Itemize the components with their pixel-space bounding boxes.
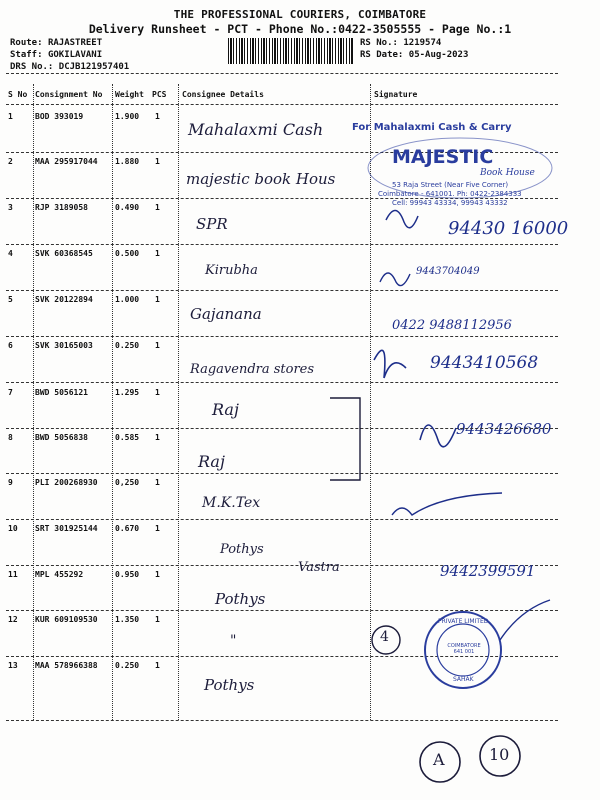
row-consignment-no: MPL 455292 [35, 570, 84, 579]
majestic-stamp-cell: Cell: 99943 43334, 99943 43332 [392, 199, 508, 207]
row-pcs: 1 [155, 570, 160, 579]
circle-10-text: 10 [489, 745, 510, 764]
majestic-stamp-title: MAJESTIC [392, 146, 494, 168]
signature-scribble-3 [386, 210, 418, 227]
signature-scribble-7 [420, 425, 456, 447]
row-consignment-no: BWD 5056838 [35, 433, 88, 442]
col-header-weight: Weight [115, 90, 144, 99]
row-sno: 6 [8, 341, 13, 350]
signature-scribble-4 [380, 273, 410, 286]
row-consignment-no: SVK 20122894 [35, 295, 93, 304]
row-pcs: 1 [155, 203, 160, 212]
col-header-sno: S No [8, 90, 28, 99]
route-value: RAJASTREET [47, 38, 103, 48]
row-pcs: 1 [155, 433, 160, 442]
row-consignment-no: SRT 301925144 [35, 524, 98, 533]
row-signature: 9443704049 [416, 266, 480, 277]
row-pcs: 1 [155, 112, 160, 121]
rs-no-value: 1219574 [403, 38, 442, 48]
row-consignee: " [230, 633, 237, 649]
row-consignee: M.K.Tex [202, 495, 261, 511]
row-sno: 1 [8, 112, 13, 121]
row-weight: 0.250 [115, 341, 140, 350]
col-header-pcs: PCS [152, 90, 167, 99]
drs-label: DRS No.: [10, 62, 54, 72]
row-consignee: Mahalaxmi Cash [188, 120, 324, 139]
row-consignment-no: SVK 60368545 [35, 249, 93, 258]
majestic-stamp-city: Coimbatore - 641001. Ph: 0422-2384333 [378, 190, 522, 198]
majestic-stamp-address: 53 Raja Street (Near Five Corner) [392, 181, 509, 189]
runsheet-title: Delivery Runsheet - PCT - Phone No.:0422-3505555 - Page No.:1 [88, 22, 512, 36]
row-weight: 1.000 [115, 295, 140, 304]
row-consignee: majestic book Hous [186, 170, 336, 188]
row-weight: 0.490 [115, 203, 140, 212]
row-weight: 0.950 [115, 570, 140, 579]
route-label: Route: [10, 38, 43, 48]
signature-scribble-9 [392, 493, 502, 515]
row-consignment-no: KUR 609109530 [35, 615, 98, 624]
row-consignee: Pothys [204, 676, 255, 694]
post-stamp-mid: COIMBATORE 641 001 [447, 643, 481, 655]
col-header-signature: Signature [374, 90, 418, 99]
row-consignment-no: MAA 578966388 [35, 661, 98, 670]
row-weight: 1.350 [115, 615, 140, 624]
row-signature: 9442399591 [440, 562, 536, 580]
row-weight: 1.880 [115, 157, 140, 166]
bracket-rows-7-8 [330, 398, 360, 480]
rs-no-label: RS No.: [360, 38, 398, 48]
row-sno: 11 [8, 570, 18, 579]
row-pcs: 1 [155, 341, 160, 350]
row-weight: 0,250 [115, 478, 140, 487]
col-header-consignee: Consignee Details [182, 90, 264, 99]
row-sno: 10 [8, 524, 18, 533]
signature-scribble-6 [374, 350, 406, 378]
majestic-stamp-sub: Book House [480, 168, 535, 178]
row-signature: 9443426680 [456, 420, 552, 438]
row-consignee: Gajanana [190, 305, 262, 323]
rs-date-label: RS Date: [360, 50, 404, 60]
row-consignment-no: RJP 3189058 [35, 203, 88, 212]
row-signature: 94430 16000 [448, 218, 569, 239]
row-consignee: Raj [212, 400, 239, 419]
row-pcs: 1 [155, 388, 160, 397]
row-consignment-no: SVK 30165003 [35, 341, 93, 350]
row-consignee: Ragavendra stores [190, 362, 315, 377]
circle-a-text: A [433, 750, 445, 769]
signature-scribble-12 [500, 600, 550, 640]
row-consignee: Pothys [215, 590, 266, 608]
company-title: THE PROFESSIONAL COURIERS, COIMBATORE [173, 8, 427, 21]
staff-label: Staff: [10, 50, 43, 60]
post-stamp-top: PRIVATE LIMITED [438, 618, 489, 625]
col-header-consignment: Consignment No [35, 90, 103, 99]
row-sno: 7 [8, 388, 13, 397]
row-pcs: 1 [155, 249, 160, 258]
rs-date-value: 05-Aug-2023 [408, 50, 469, 60]
row-pcs: 1 [155, 524, 160, 533]
row-consignee: Raj [198, 452, 225, 471]
row-sno: 13 [8, 661, 18, 670]
row-sno: 3 [8, 203, 13, 212]
row-consignee: Kirubha [205, 263, 258, 278]
row-pcs: 1 [155, 295, 160, 304]
row-consignee: Pothys [220, 542, 264, 557]
row-weight: 0.500 [115, 249, 140, 258]
row-sno: 9 [8, 478, 13, 487]
row-pcs: 1 [155, 157, 160, 166]
row-pcs: 1 [155, 615, 160, 624]
row-consignee: SPR [196, 215, 228, 233]
row-weight: 1.900 [115, 112, 140, 121]
post-stamp-bottom: SAHAK [453, 676, 474, 683]
row-signature: 9443410568 [430, 353, 539, 373]
row-pcs: 1 [155, 478, 160, 487]
row-sno: 2 [8, 157, 13, 166]
row-sno: 4 [8, 249, 13, 258]
row-weight: 0.670 [115, 524, 140, 533]
row-pcs: 1 [155, 661, 160, 670]
row-sno: 8 [8, 433, 13, 442]
row-weight: 1.295 [115, 388, 140, 397]
staff-value: GOKILAVANI [47, 50, 103, 60]
row-consignment-no: BOD 393019 [35, 112, 84, 121]
row-sno: 5 [8, 295, 13, 304]
row-weight: 0.585 [115, 433, 140, 442]
row-sno: 12 [8, 615, 18, 624]
row-signature: 0422 9488112956 [392, 318, 512, 333]
circle-4-text: 4 [380, 629, 389, 645]
row-consignment-no: BWD 5056121 [35, 388, 88, 397]
mahalaxmi-stamp: For Mahalaxmi Cash & Carry [352, 122, 512, 133]
vastra-note: Vastra [298, 560, 340, 575]
row-consignment-no: PLI 200268930 [35, 478, 98, 487]
row-weight: 0.250 [115, 661, 140, 670]
row-consignment-no: MAA 295917044 [35, 157, 98, 166]
drs-value: DCJB121957401 [58, 62, 130, 72]
